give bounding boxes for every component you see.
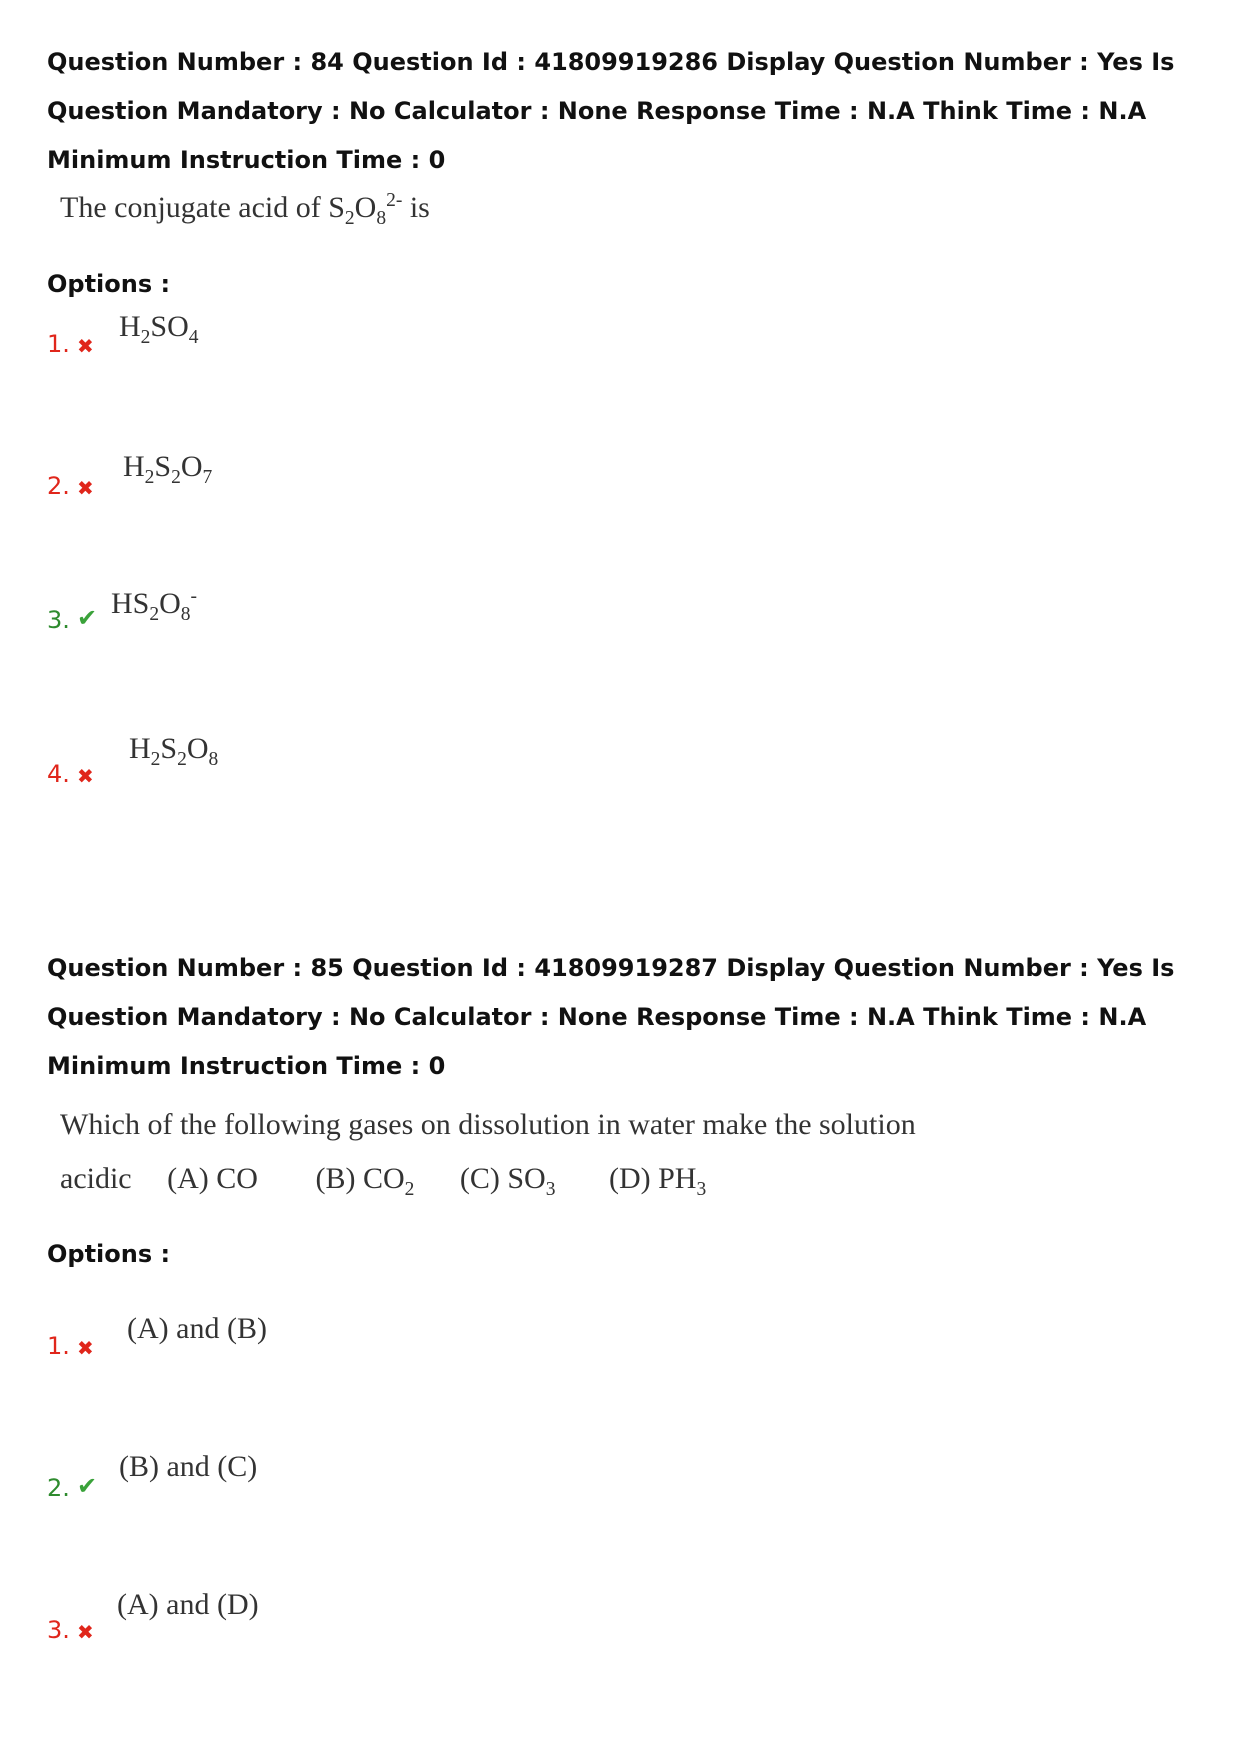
q85-meta: Question Number : 85 Question Id : 41809919287 Display Question Number : Yes Is Question Mandatory : No Calculator : None Response Time : N.A Think Time : N.A Minimum Instruction Time : 0 [47, 954, 1175, 1080]
option-number: 3. [47, 1616, 70, 1644]
choice-d: (D) $PH_3$ [608, 1162, 707, 1200]
correct-check-icon: ✔ [77, 1472, 98, 1500]
q84-meta: Question Number : 84 Question Id : 41809919286 Display Question Number : Yes Is Question Mandatory : No Calculator : None Response Time : N.A Think Time : N.A Minimum Instruction Time : 0 [47, 48, 1175, 174]
q84-option-1[interactable] [47, 310, 647, 378]
option-number: 1. [47, 1332, 70, 1360]
wrong-mark-icon: ✖ [77, 334, 94, 358]
q85-option-1[interactable] [47, 1312, 647, 1380]
option-number: 2. [47, 472, 70, 500]
q84-stem: The conjugate acid of $S_2O_8^{2-}$ is [60, 190, 430, 229]
wrong-mark-icon: ✖ [77, 476, 94, 500]
q85-option-3[interactable] [47, 1588, 647, 1664]
option-number: 3. [47, 606, 70, 634]
q84-option-4[interactable] [47, 732, 647, 808]
choice-b: (B) $CO_2$ [315, 1162, 415, 1200]
option-number: 4. [47, 760, 70, 788]
q84-options-label: Options : [47, 270, 171, 298]
wrong-mark-icon: ✖ [77, 1336, 94, 1360]
choice-a: (A) CO [167, 1162, 258, 1195]
q85-stem-line1: Which of the following gases on dissolution in water make the solution [60, 1108, 916, 1141]
option-text: $H_2S_2O_8$ [129, 732, 219, 770]
wrong-mark-icon: ✖ [77, 1620, 94, 1644]
option-text: $H_2SO_4$ [119, 310, 199, 348]
q84-option-2[interactable] [47, 450, 647, 520]
stem-acidic: acidic [60, 1162, 132, 1195]
wrong-mark-icon: ✖ [77, 764, 94, 788]
q85-option-2[interactable] [47, 1450, 647, 1522]
q85-stem-line2 [60, 1162, 706, 1201]
correct-check-icon: ✔ [77, 604, 98, 632]
option-text: (B) and (C) [119, 1450, 258, 1483]
choice-c: (C) $SO_3$ [459, 1162, 556, 1200]
q84-option-3[interactable] [47, 586, 647, 654]
option-text: (A) and (B) [127, 1312, 267, 1345]
option-text: $HS_2O_8^-$ [111, 586, 198, 625]
option-text: $H_2S_2O_7$ [123, 450, 213, 488]
option-text: (A) and (D) [117, 1588, 259, 1621]
option-number: 1. [47, 330, 70, 358]
q85-options-label: Options : [47, 1240, 171, 1268]
option-number: 2. [47, 1474, 70, 1502]
